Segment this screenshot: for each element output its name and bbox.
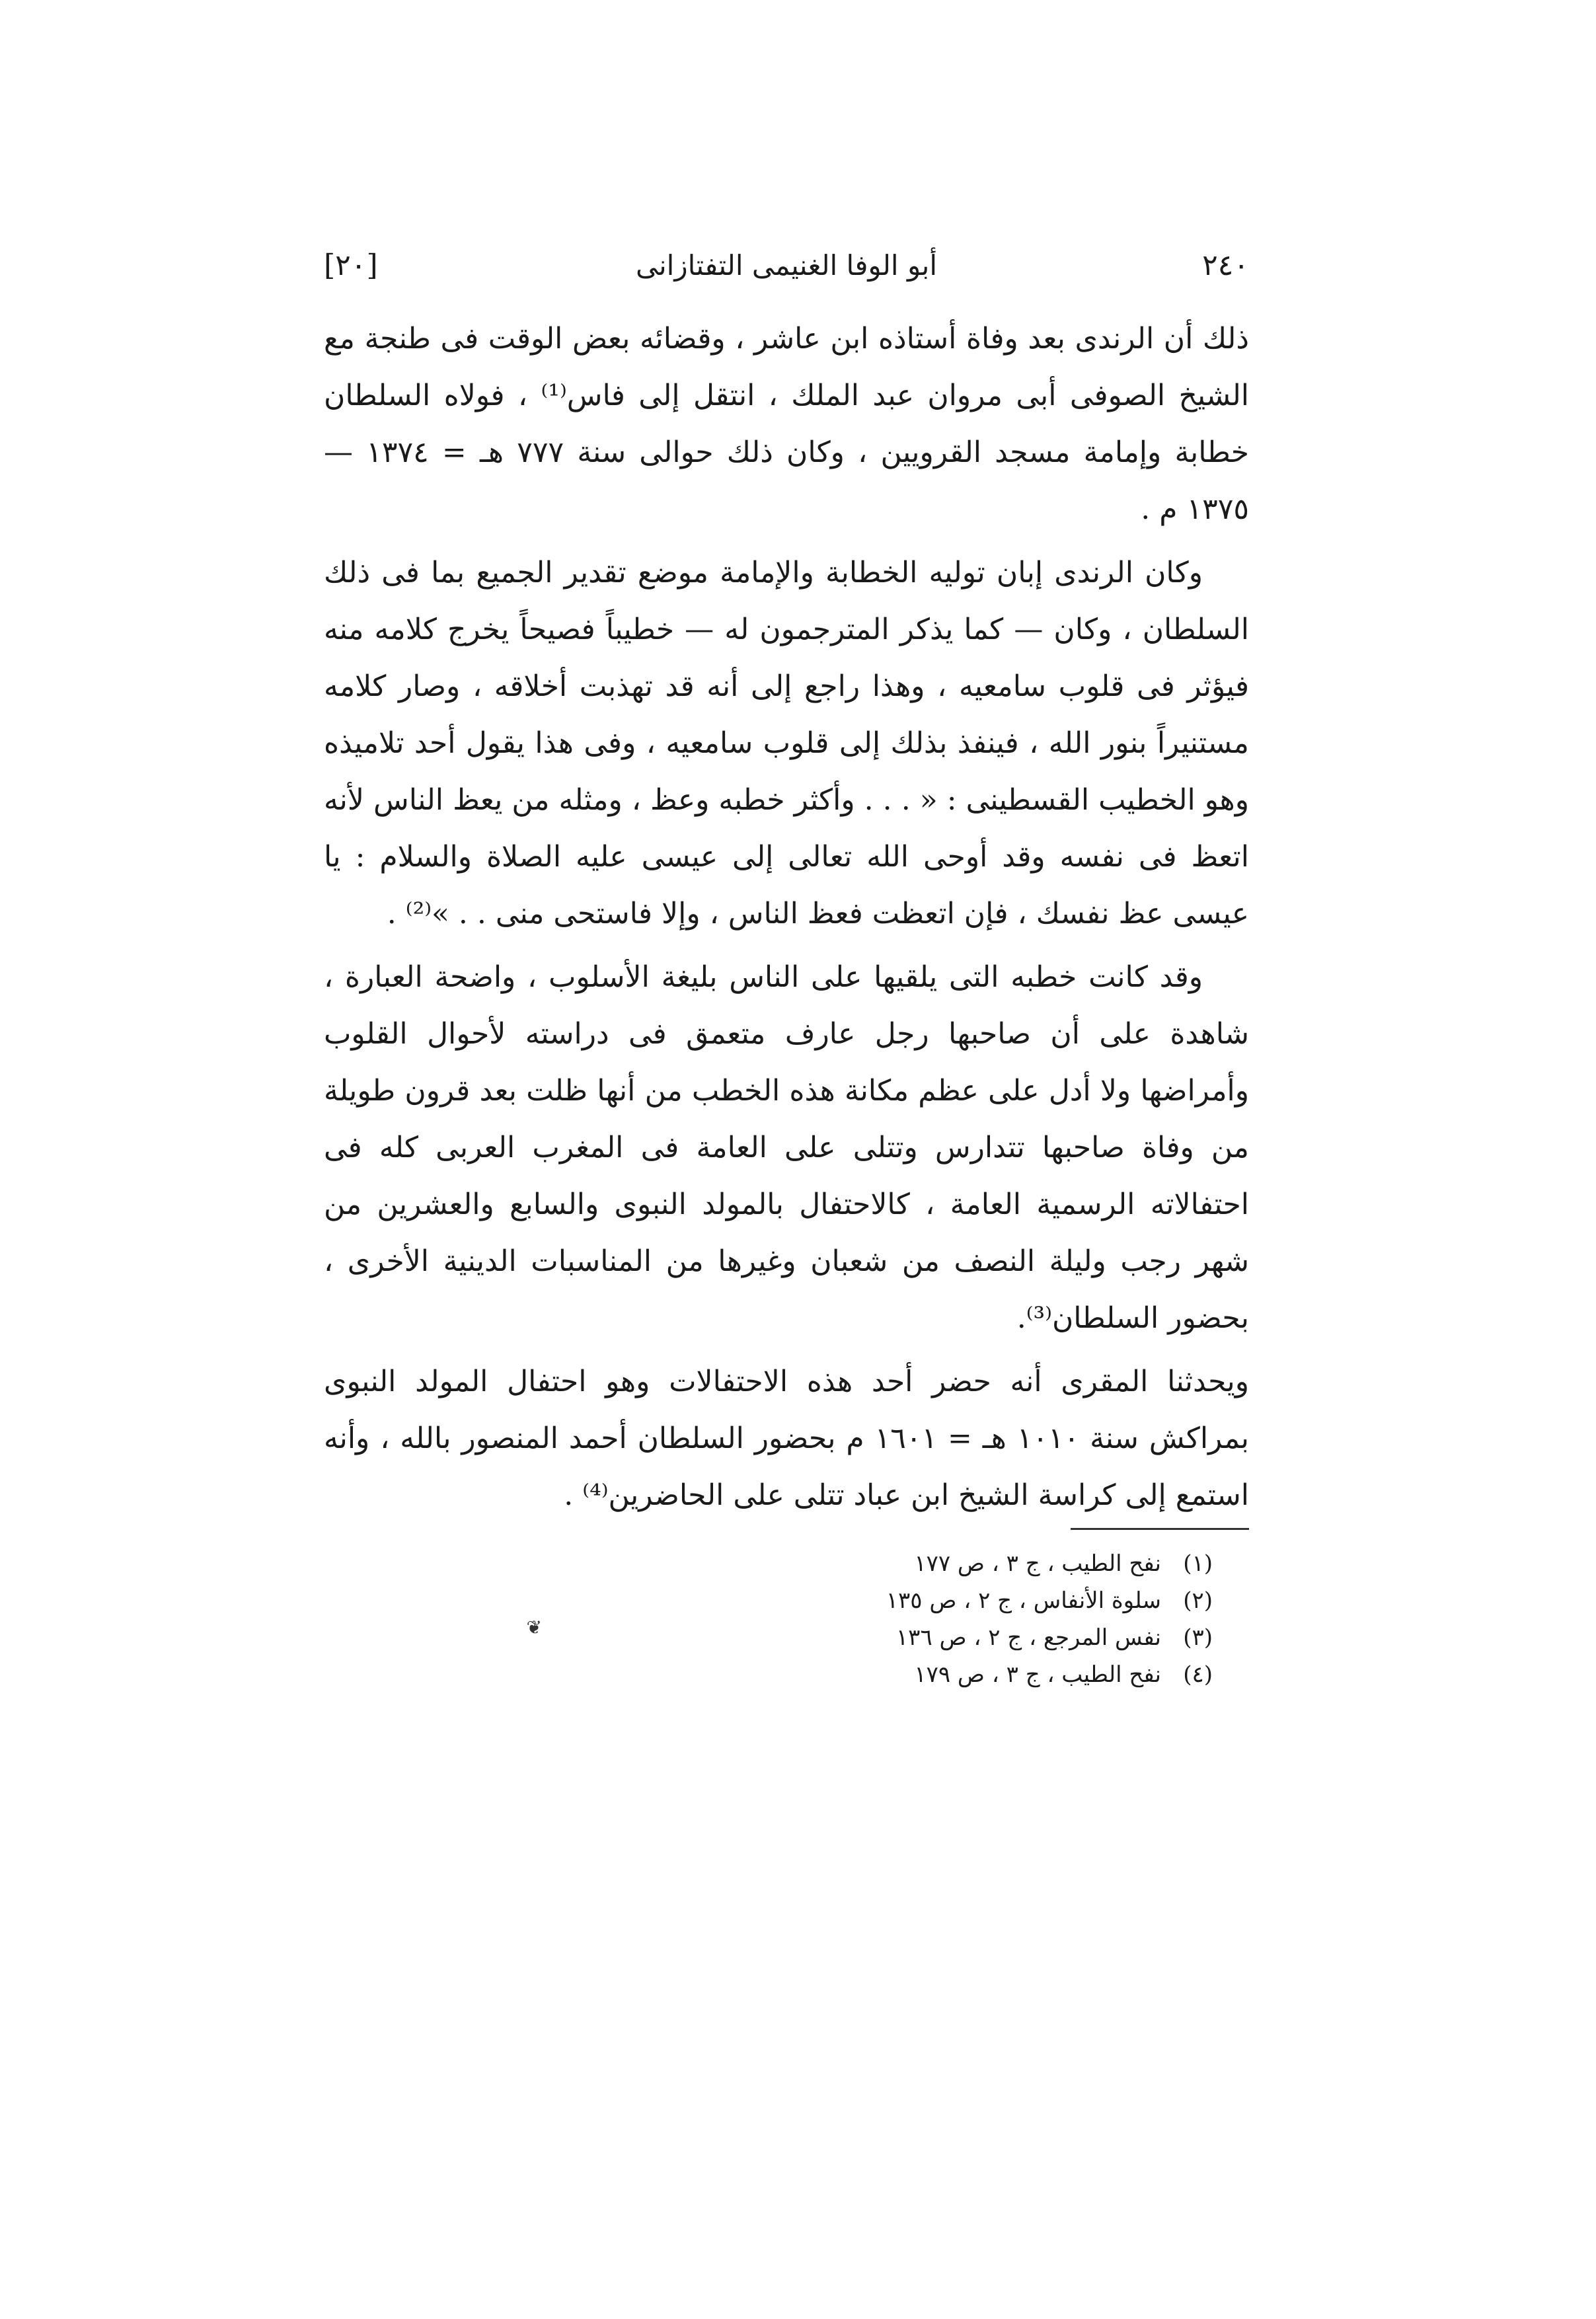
footnote-number: (٣) — [1183, 1624, 1213, 1651]
footnotes — [750, 1545, 1213, 1693]
body-text — [324, 311, 1249, 1531]
page-header — [324, 239, 1249, 292]
footnote-2 — [750, 1582, 1213, 1619]
paragraph-2: وكان الرندى إبان توليه الخطابة والإمامة موضع تقدير الجميع بما فى ذلك السلطان ، وكان — كما يذكر المترجمون له — خطيباً فصيحاً يخرج كلامه منه فيؤثر فى قلوب سامعيه ، وهذا راجع إلى أنه قد تهذبت أخلاقه ، وصار كلامه مستنيراً بنور الله ، فينفذ بذلك إلى قلوب سامعيه ، وفى هذا يقول أحد تلاميذه وهو الخطيب القسطينى : « . . . وأكثر خطبه وعظ ، ومثله من يعظ الناس لأنه اتعظ فى نفسه وقد أوحى الله تعالى إلى عيسى عليه الصلاة والسلام : يا عيسى عظ نفسك ، فإن اتعظت فعظ الناس ، وإلا فاستحى منى . . »⁽²⁾ . — [324, 556, 1249, 931]
footnote-number: (١) — [1183, 1550, 1213, 1577]
footnote-text: نفح الطيب ، ج ٣ ، ص ١٧٩ — [914, 1661, 1161, 1688]
footnote-text: نفس المرجع ، ج ٢ ، ص ١٣٦ — [895, 1624, 1161, 1651]
footnote-1 — [750, 1545, 1213, 1582]
running-title: أبو الوفا الغنيمى التفتازانى — [635, 249, 937, 282]
paragraph-1: ذلك أن الرندى بعد وفاة أستاذه ابن عاشر ، وقضائه بعض الوقت فى طنجة مع الشيخ الصوفى أبى مروان عبد الملك ، انتقل إلى فاس⁽¹⁾ ، فولاه السلطان خطابة وإمامة مسجد القرويين ، وكان ذلك حوالى سنة ٧٧٧ هـ = ١٣٧٤ — ١٣٧٥ م . — [324, 322, 1250, 526]
page-number: ٢٤٠ — [1202, 248, 1249, 282]
paragraph-4: ويحدثنا المقرى أنه حضر أحد هذه الاحتفالات وهو احتفال المولد النبوى بمراكش سنة ١٠١٠ هـ = ١٦٠١ م بحضور السلطان أحمد المنصور بالله ، وأنه استمع إلى كراسة الشيخ ابن عباد تتلى على الحاضرين⁽⁴⁾ . — [324, 1365, 1250, 1512]
footnote-text: سلوة الأنفاس ، ج ٢ ، ص ١٣٥ — [886, 1587, 1161, 1614]
footnote-divider — [1071, 1528, 1249, 1530]
footnote-text: نفح الطيب ، ج ٣ ، ص ١٧٧ — [914, 1550, 1161, 1577]
ornament-icon: ❦ — [526, 1616, 542, 1638]
footnote-number: (٤) — [1183, 1661, 1213, 1688]
footnote-number: (٢) — [1183, 1587, 1213, 1614]
paragraph-3: وقد كانت خطبه التى يلقيها على الناس بليغة الأسلوب ، واضحة العبارة ، شاهدة على أن صاحبها رجل عارف متعمق فى دراسته لأحوال القلوب وأمراضها ولا أدل على عظم مكانة هذه الخطب من أنها ظلت بعد قرون طويلة من وفاة صاحبها تتدارس وتتلى على العامة فى المغرب العربى كله فى احتفالاته الرسمية العامة ، كالاحتفال بالمولد النبوى والسابع والعشرين من شهر رجب وليلة النصف من شعبان وغيرها من المناسبات الدينية الأخرى ، بحضور السلطان⁽³⁾. — [324, 960, 1249, 1335]
footnote-4 — [750, 1656, 1213, 1693]
footnote-3 — [750, 1619, 1213, 1656]
section-number: [٢٠] — [324, 248, 378, 282]
